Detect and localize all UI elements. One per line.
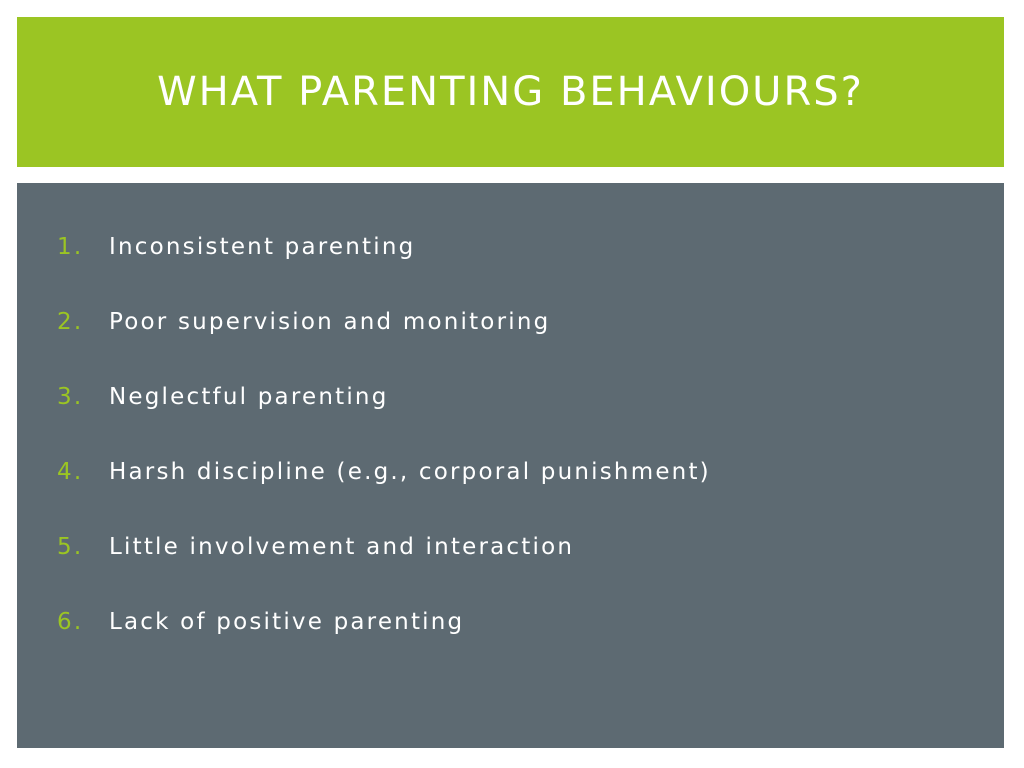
list-item (57, 459, 711, 534)
list-item-number: 3. (57, 384, 84, 410)
list-item-number: 6. (57, 609, 84, 635)
list-item-text: Little involvement and interaction (109, 534, 575, 560)
list-item-text: Harsh discipline (e.g., corporal punishment) (109, 459, 711, 485)
list-item (57, 309, 711, 384)
list-item-number: 1. (57, 234, 84, 260)
list-item (57, 234, 711, 309)
list-item (57, 534, 711, 609)
title-bar (17, 17, 1004, 167)
list-item-number: 4. (57, 459, 84, 485)
list-item-number: 5. (57, 534, 84, 560)
list-item-text: Inconsistent parenting (109, 234, 416, 260)
list-item-text: Poor supervision and monitoring (109, 309, 551, 335)
behaviours-list (57, 234, 711, 684)
list-item (57, 609, 711, 684)
list-item (57, 384, 711, 459)
list-item-number: 2. (57, 309, 84, 335)
list-item-text: Neglectful parenting (109, 384, 389, 410)
slide-title: WHAT PARENTING BEHAVIOURS? (157, 69, 864, 115)
content-panel (17, 183, 1004, 748)
list-item-text: Lack of positive parenting (109, 609, 465, 635)
